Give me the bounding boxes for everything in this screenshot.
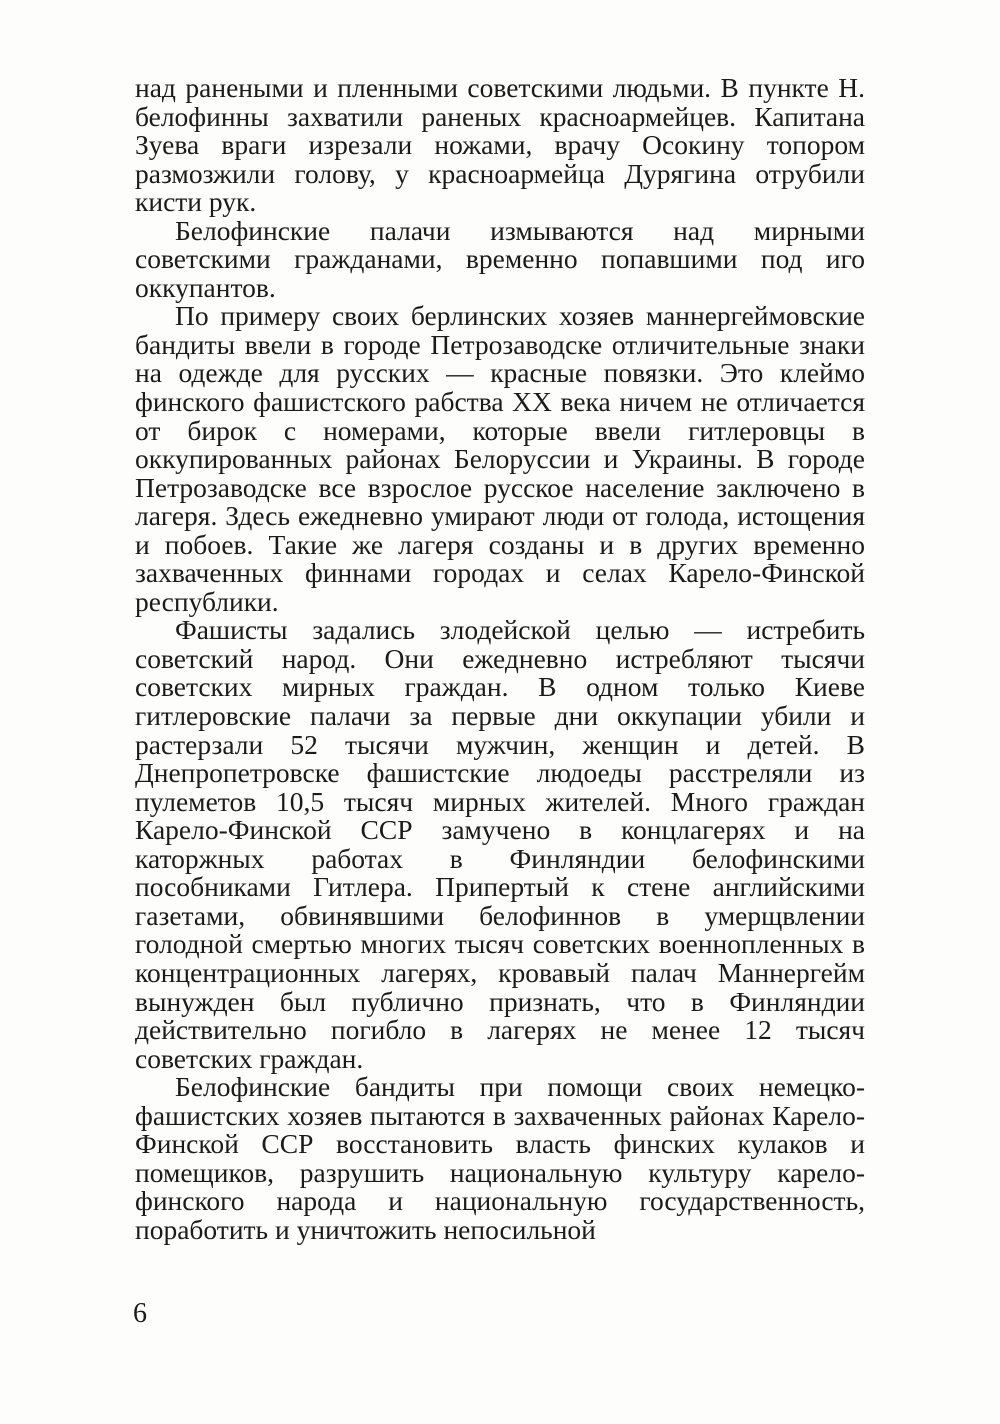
paragraph-extermination: Фашисты задались злодейской целью — истребить советский народ. Они ежедневно истребляют тысячи советских мирных граждан. В одном только Киеве гитлеровские палачи за первые дни оккупации убили и растерзали 52 тысячи мужчин, женщин и детей. В Днепропетровске фашистские людоеды расстреляли из пулеметов 10,5 тысяч мирных жителей. Много граждан Карело-Финской ССР замучено в концлагерях и на каторжных работах в Финляндии белофинскими пособниками Гитлера. Припертый к стене английскими газетами, обвинявшими белофиннов в умерщвлении голодной смертью многих тысяч советских военнопленных в концентрационных лагерях, кровавый палач Маннергейм вынужден был публично признать, что в Финляндии действительно погибло в лагерях не менее 12 тысяч советских граждан.	[135, 614, 865, 1074]
body-text	[135, 74, 865, 1244]
paragraph-occupation: Белофинские палачи измываются над мирными советскими гражданами, временно попавшими под иго оккупантов.	[135, 214, 865, 303]
paragraph-continuation: над ранеными и пленными советскими людьми. В пункте Н. белофинны захватили раненых красноармейцев. Капитана Зуева враги изрезали ножами, врачу Осокину топором размозжили голову, у красноармейца Дурягина отрубили кисти рук.	[135, 72, 865, 218]
paragraph-petrozavodsk: По примеру своих берлинских хозяев маннергеймовские бандиты ввели в городе Петрозаводске отличительные знаки на одежде для русских — красные повязки. Это клеймо финского фашистского рабства XX века ничем не отличается от бирок с номерами, которые ввели гитлеровцы в оккупированных районах Белоруссии и Украины. В городе Петрозаводске все взрослое русское население заключено в лагеря. Здесь ежедневно умирают люди от голода, истощения и побоев. Такие же лагеря созданы и в других временно захваченных финнами городах и селах Карело-Финской республики.	[135, 300, 865, 617]
page-number: 6	[133, 1298, 147, 1329]
paragraph-bandits: Белофинские бандиты при помощи своих немецко-фашистских хозяев пытаются в захваченных районах Карело-Финской ССР восстановить власть финских кулаков и помещиков, разрушить национальную культуру карело-финского народа и национальную государственность, поработить и уничтожить непосильной	[135, 1071, 865, 1245]
